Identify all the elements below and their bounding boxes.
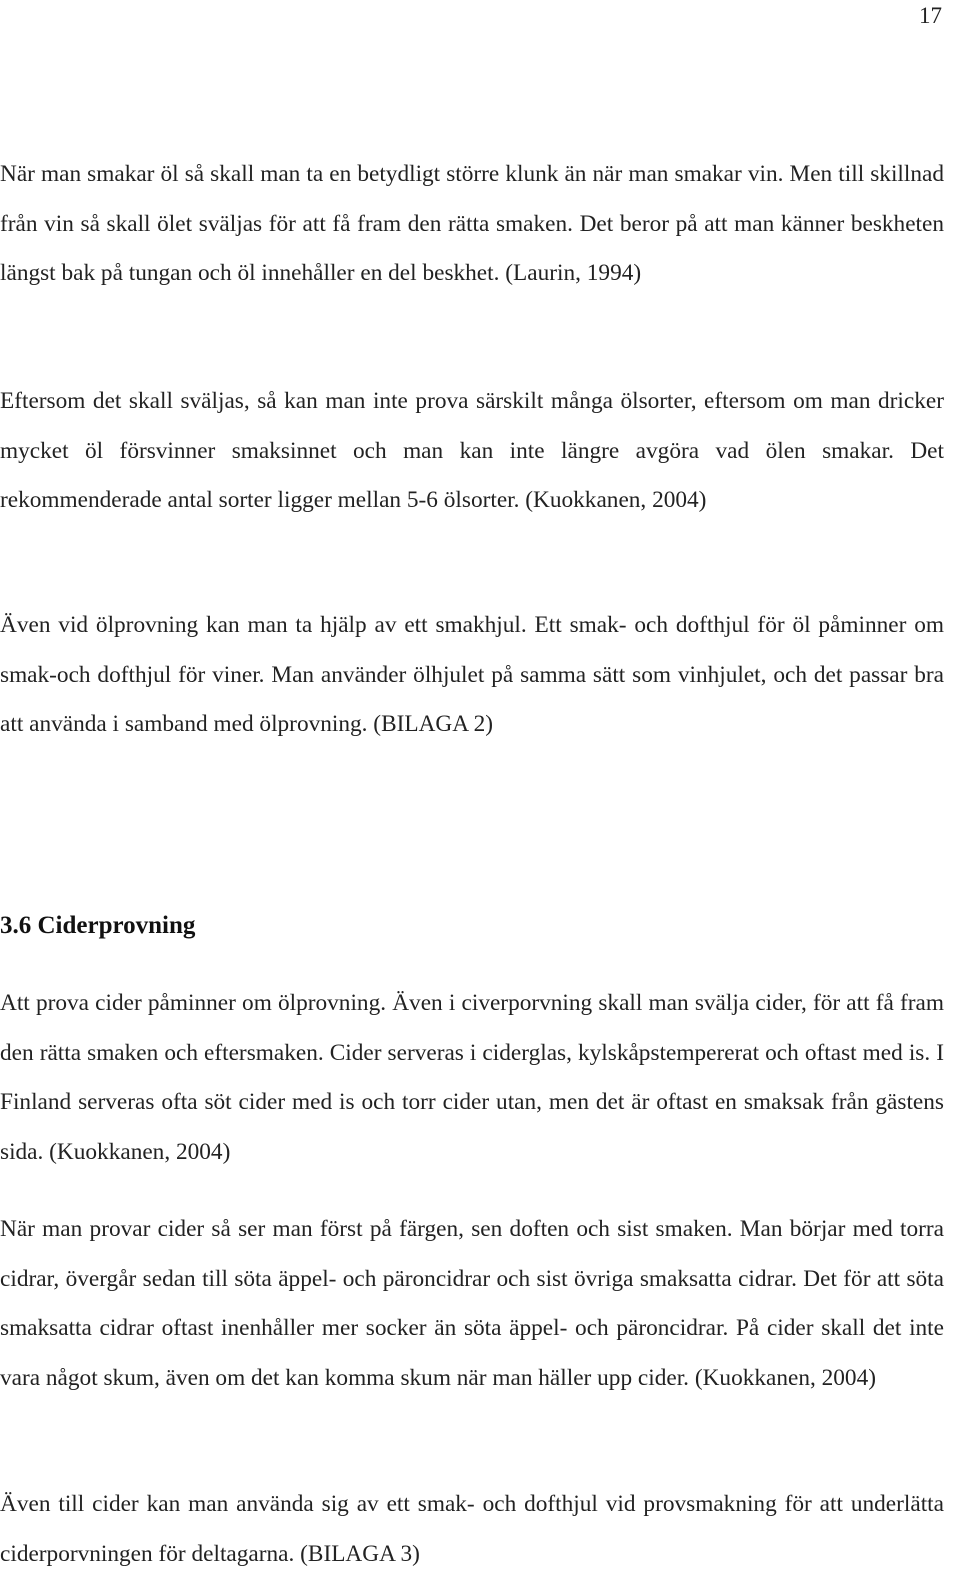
page-number: 17 xyxy=(919,3,942,28)
paragraph-cider-tasting: Att prova cider påminner om ölprovning. Även i civerporvning skall man svälja cider, för att få fram den rätta smaken och eftersmaken. Cider serveras i ciderglas, kylskåpstempererat och oftast med is. I Finland serveras ofta söt cider med is och torr cider utan, men det är oftast en smaksak från gästens sida. (Kuokkanen, 2004) xyxy=(0,990,944,1165)
paragraph-beer-wheel: Även vid ölprovning kan man ta hjälp av ett smakhjul. Ett smak- och dofthjul för öl påminner om smak-och dofthjul för viner. Man använder ölhjulet på samma sätt som vinhjulet, och det passar bra att använda i samband med ölprovning. (BILAGA 2) xyxy=(0,612,944,737)
paragraph-beer-tasting: När man smakar öl så skall man ta en betydligt större klunk än när man smakar vin. Men till skillnad från vin så skall ölet sväljas för att få fram den rätta smaken. Det beror på att man känner beskheten längst bak på tungan och öl innehåller en del beskhet. (Laurin, 1994) xyxy=(0,161,944,286)
paragraph-beer-varieties: Eftersom det skall sväljas, så kan man inte prova särskilt många ölsorter, eftersom om man dricker mycket öl försvinner smaksinnet och man kan inte längre avgöra vad ölen smakar. Det rekommenderade antal sorter ligger mellan 5-6 ölsorter. (Kuokkanen, 2004) xyxy=(0,388,944,513)
section-heading: 3.6 Ciderprovning xyxy=(0,912,196,939)
paragraph-cider-wheel: Även till cider kan man använda sig av ett smak- och dofthjul vid provsmakning för att underlätta ciderporvningen för deltagarna. (BILAGA 3) xyxy=(0,1491,944,1567)
paragraph-cider-order: När man provar cider så ser man först på färgen, sen doften och sist smaken. Man börjar med torra cidrar, övergår sedan till söta äppel- och päroncidrar och sist övriga smaksatta cidrar. Det för att söta smaksatta cidrar oftast inenhåller mer socker än söta äppel- och päroncidrar. På cider skall det inte vara något skum, även om det kan komma skum när man häller upp cider. (Kuokkanen, 2004) xyxy=(0,1216,944,1391)
